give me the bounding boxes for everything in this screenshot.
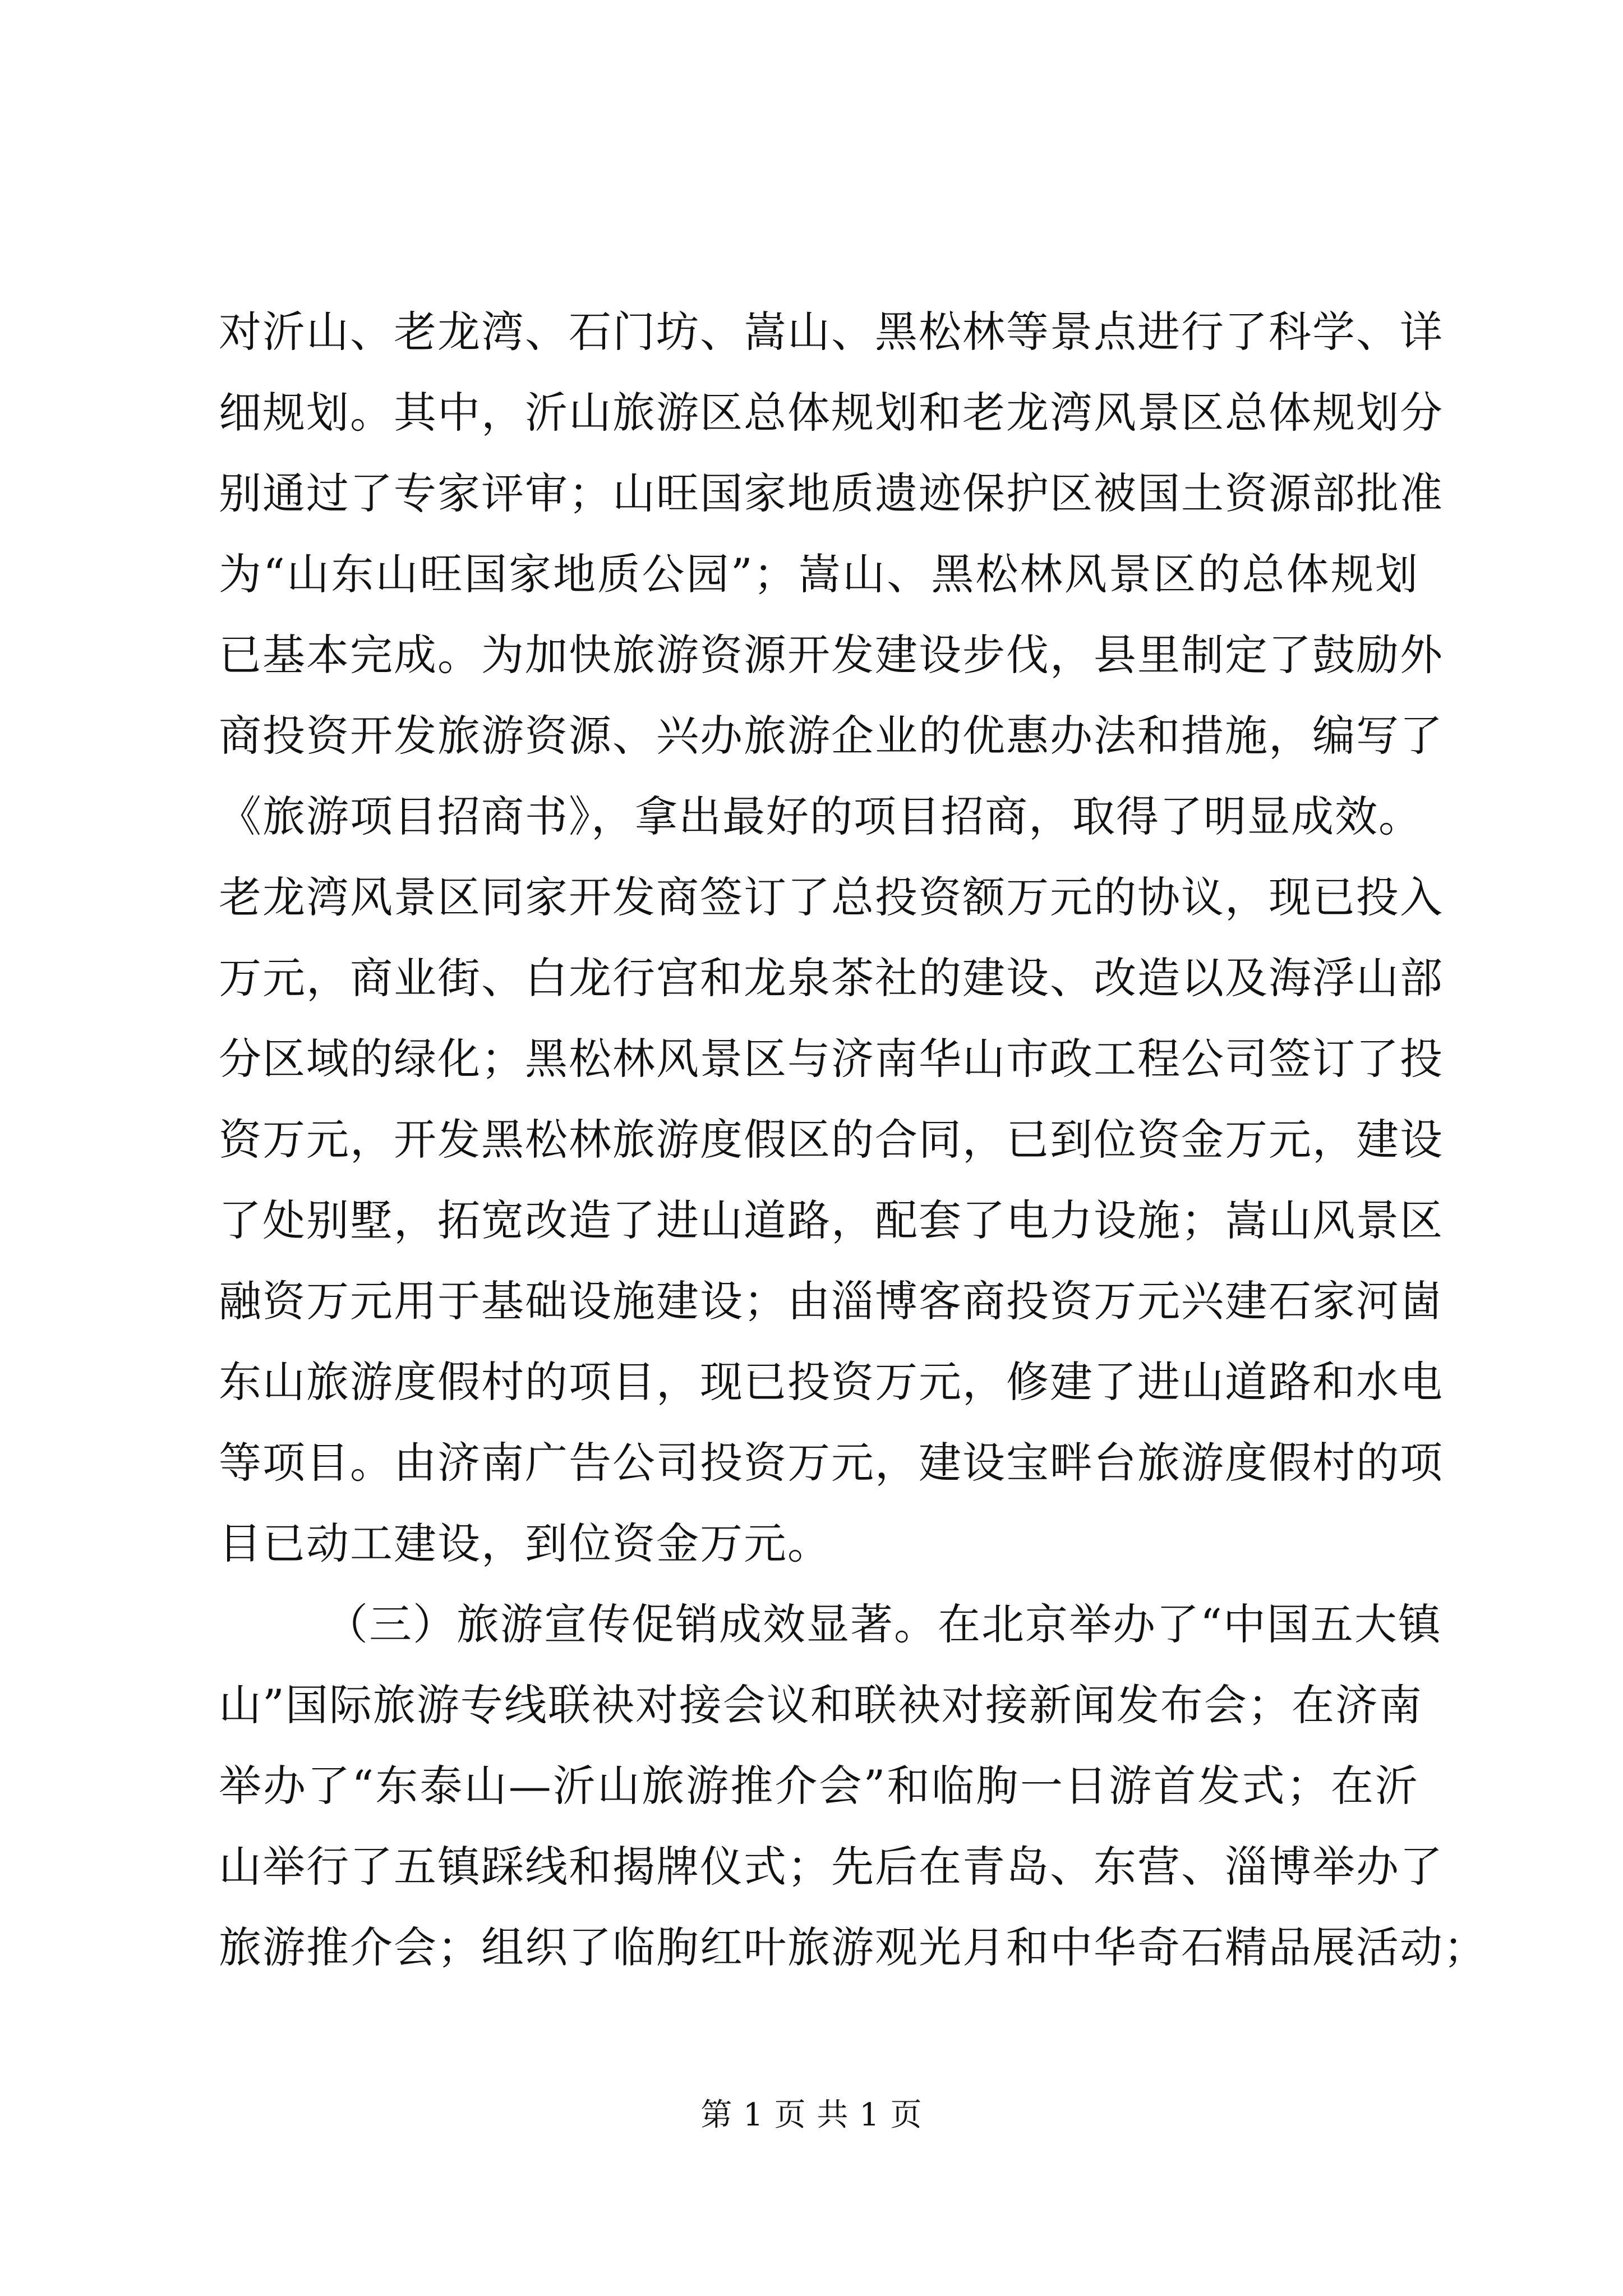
text-line: 山”国际旅游专线联袂对接会议和联袂对接新闻发布会；在济南 [219, 1680, 1423, 1730]
text-line: 别通过了专家评审；山旺国家地质遗迹保护区被国土资源部批准 [219, 468, 1444, 518]
text-line: 资万元，开发黑松林旅游度假区的合同，已到位资金万元，建设 [219, 1115, 1444, 1165]
body-text [219, 292, 1487, 1988]
page-footer [0, 2096, 1623, 2135]
text-line: 目已动工建设，到位资金万元。 [219, 1519, 831, 1568]
text-line: 为“山东山旺国家地质公园”；嵩山、黑松林风景区的总体规划 [219, 549, 1419, 599]
text-line: 东山旅游度假村的项目，现已投资万元，修建了进山道路和水电 [219, 1357, 1444, 1407]
text-line: 了处别墅，拓宽改造了进山道路，配套了电力设施；嵩山风景区 [219, 1195, 1444, 1245]
paragraph-2 [219, 1584, 1487, 1988]
text-line: 已基本完成。为加快旅游资源开发建设步伐，县里制定了鼓励外 [219, 630, 1444, 680]
text-line: 《旅游项目招商书》，拿出最好的项目招商，取得了明显成效。 [219, 792, 1422, 841]
page-number-label: 第 1 页 共 1 页 [700, 2097, 923, 2133]
text-line: 商投资开发旅游资源、兴办旅游企业的优惠办法和措施，编写了 [219, 711, 1444, 761]
text-line: 举办了“东泰山—沂山旅游推介会”和临朐一日游首发式；在沂 [219, 1761, 1419, 1811]
text-line: 老龙湾风景区同家开发商签订了总投资额万元的协议，现已投入 [219, 872, 1444, 922]
text-line: 万元，商业街、白龙行宫和龙泉茶社的建设、改造以及海浮山部 [219, 953, 1444, 1003]
text-line: 旅游推介会；组织了临朐红叶旅游观光月和中华奇石精品展活动； [219, 1922, 1487, 1972]
text-line: 对沂山、老龙湾、石门坊、嵩山、黑松林等景点进行了科学、详 [219, 307, 1444, 357]
text-line: 融资万元用于基础设施建设；由淄博客商投资万元兴建石家河崮 [219, 1276, 1444, 1326]
text-line: 等项目。由济南广告公司投资万元，建设宝畔台旅游度假村的项 [219, 1438, 1444, 1488]
paragraph-1 [219, 292, 1444, 1584]
text-line: 分区域的绿化；黑松林风景区与济南华山市政工程公司签订了投 [219, 1034, 1444, 1084]
text-line: 山举行了五镇踩线和揭牌仪式；先后在青岛、东营、淄博举办了 [219, 1842, 1444, 1892]
text-line: （三）旅游宣传促销成效显著。在北京举办了“中国五大镇 [325, 1599, 1442, 1649]
text-line: 细规划。其中，沂山旅游区总体规划和老龙湾风景区总体规划分 [219, 388, 1444, 438]
